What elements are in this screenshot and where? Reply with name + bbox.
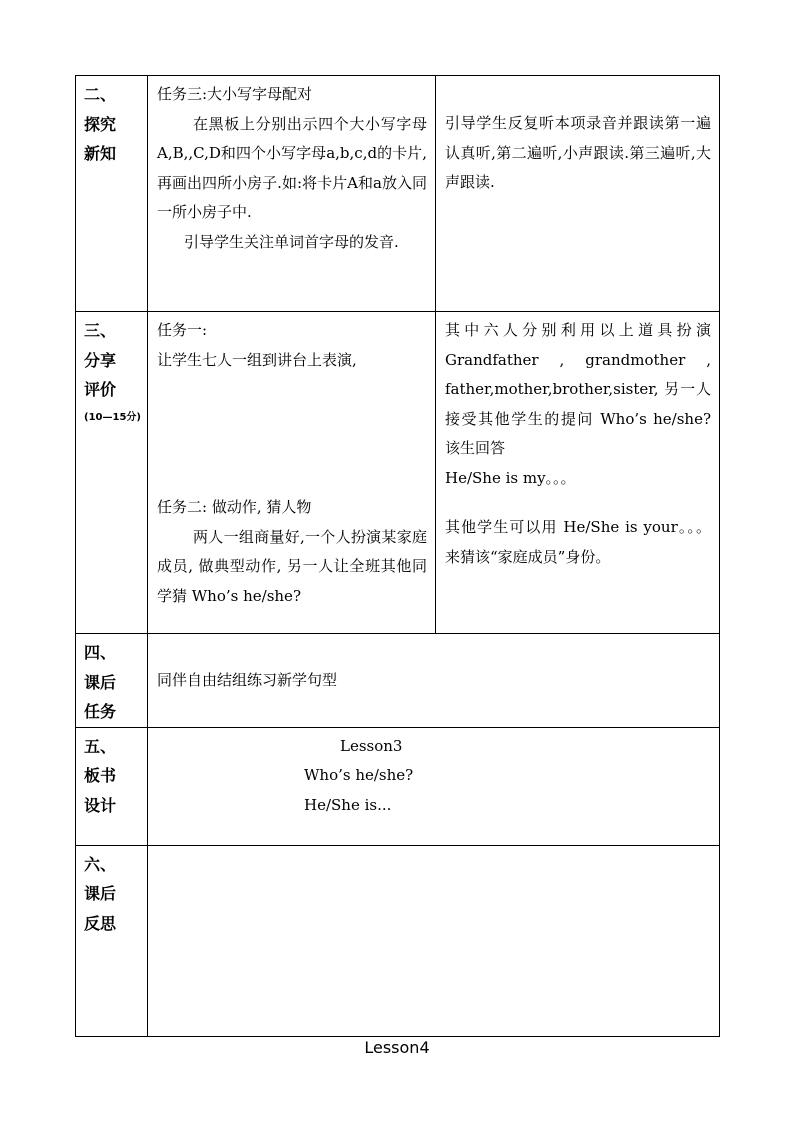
label-line: 板书 (84, 766, 117, 785)
row-reflection (76, 845, 720, 1036)
label-line: 五、 (84, 736, 117, 756)
next-lesson-title: Lesson4 (364, 1038, 430, 1057)
label-line: 设计 (84, 795, 117, 815)
activity2-text: 其他学生可以用 He/She is your。。。来猜该“家庭成员”身份。 (445, 518, 711, 566)
task1-body: 让学生七人一组到讲台上表演, (157, 350, 357, 369)
task-note: 引导学生关注单词首字母的发音. (184, 232, 399, 251)
row-label-homework (76, 634, 148, 728)
homework-content (148, 634, 720, 728)
label-line: 课后 (84, 884, 117, 903)
row-share (76, 312, 720, 634)
label-line: 二、 (84, 85, 117, 104)
label-line: 分享 (84, 350, 117, 370)
label-line: 六、 (84, 854, 117, 874)
row-label-board (76, 727, 148, 845)
teacher-activity-share (148, 312, 436, 634)
board-line-1: Lesson3 (340, 736, 403, 755)
activity-text: 引导学生反复听本项录音并跟读第一遍认真听,第二遍听,小声跟读.第三遍听,大声跟读. (445, 114, 711, 191)
lesson-plan-table (75, 75, 720, 1037)
row-label-reflection (76, 845, 148, 1036)
task1-title: 任务一: (157, 321, 208, 339)
label-line: 探究 (84, 114, 117, 134)
task2-title: 任务二: 做动作, 猜人物 (157, 498, 312, 516)
label-line: 三、 (84, 321, 117, 340)
row-label-share (76, 312, 148, 634)
row-homework (76, 634, 720, 728)
row-explore (76, 76, 720, 312)
task-body: 在黑板上分别出示四个大小写字母A,B,,C,D和四个小写字母a,b,c,d的卡片,再画出四所小房子.如:将卡片A和a放入同一所小房子中. (157, 114, 427, 221)
homework-text: 同伴自由结组练习新学句型 (157, 670, 338, 689)
label-line: 新知 (84, 144, 117, 163)
spacer (445, 493, 711, 513)
board-line-3: He/She is... (304, 795, 392, 814)
activity1-text: 其中六人分别利用以上道具扮演Grandfather , grandmother , father,mother,brother,sister, 另一人接受其他学生的提问 Who’s he/she? 该生回答 (445, 321, 711, 457)
student-activity-explore (436, 76, 720, 312)
label-line: 评价 (84, 380, 117, 399)
task2-body: 两人一组商量好,一个人扮演某家庭成员, 做典型动作, 另一人让全班其他同学猜 Who’s he/she? (157, 527, 427, 605)
label-line: 任务 (84, 702, 117, 721)
label-line: 四、 (84, 643, 117, 662)
board-design (148, 727, 720, 845)
activity1-answer: He/She is my。。。 (445, 468, 576, 487)
time-note: (10—15分) (84, 411, 141, 423)
task-title: 任务三:大小写字母配对 (157, 85, 313, 103)
board-line-2: Who’s he/she? (304, 766, 414, 784)
reflection-content (148, 845, 720, 1036)
spacer (157, 375, 427, 493)
student-activity-share (436, 312, 720, 634)
label-line: 反思 (84, 913, 117, 933)
label-line: 课后 (84, 672, 117, 692)
teacher-activity-explore (148, 76, 436, 312)
row-board (76, 727, 720, 845)
row-label-explore (76, 76, 148, 312)
